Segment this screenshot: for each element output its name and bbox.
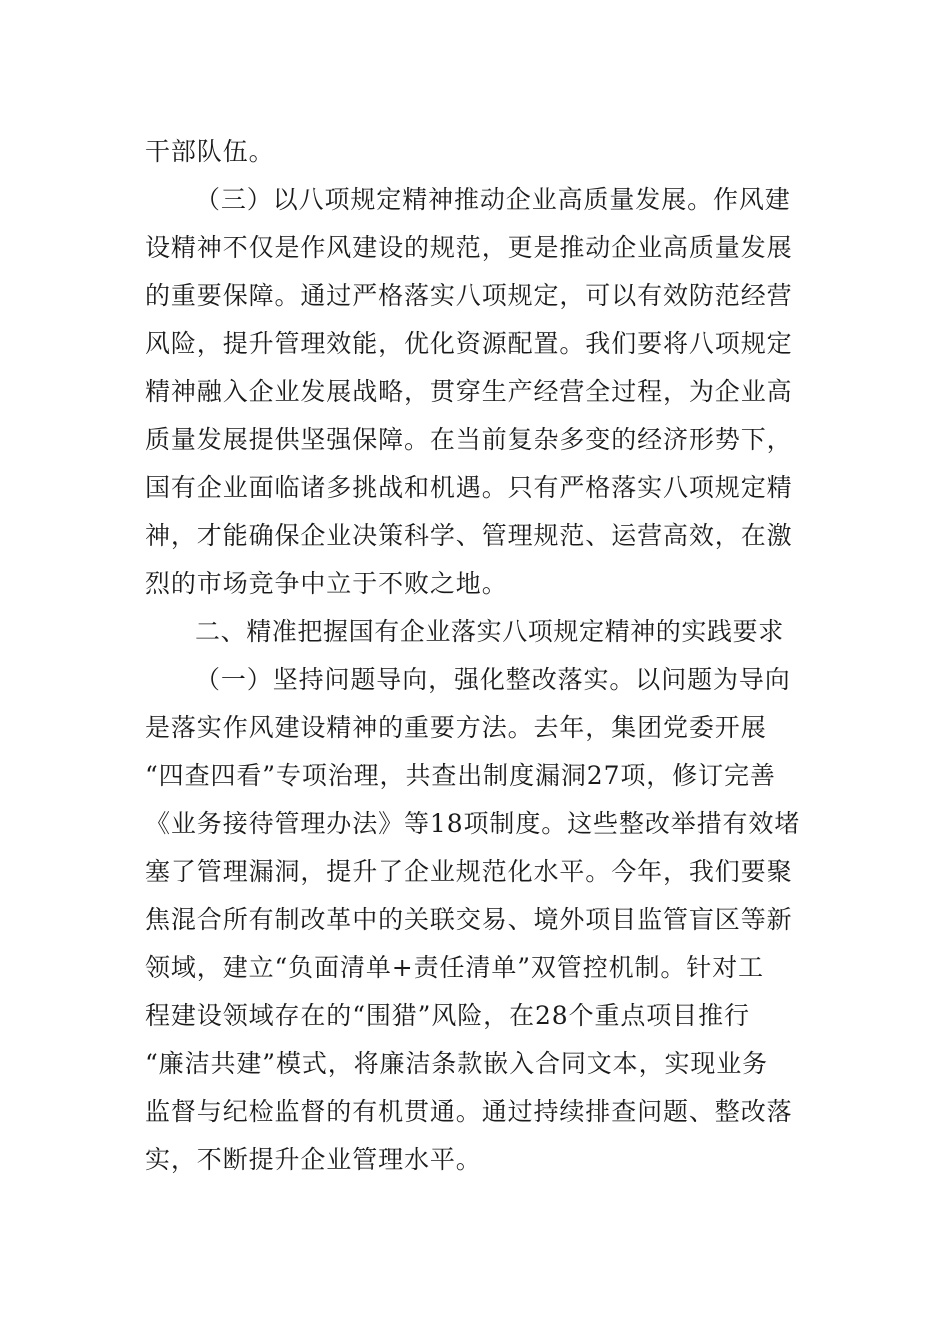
body-line: 的重要保障。通过严格落实八项规定，可以有效防范经营 bbox=[145, 281, 793, 310]
body-line: 是落实作风建设精神的重要方法。去年，集团党委开展 bbox=[145, 713, 767, 742]
section-heading-paragraph-start: （一）坚持问题导向，强化整改落实。以问题为导向 bbox=[195, 665, 791, 694]
body-line: 干部队伍。 bbox=[145, 137, 275, 166]
body-line: 设精神不仅是作风建设的规范，更是推动企业高质量发展 bbox=[145, 233, 793, 262]
body-line: 《业务接待管理办法》等18项制度。这些整改举措有效堵 bbox=[145, 809, 801, 838]
section-heading-paragraph-start: （三）以八项规定精神推动企业高质量发展。作风建 bbox=[195, 185, 791, 214]
body-line: “四查四看”专项治理，共查出制度漏洞27项，修订完善 bbox=[145, 761, 776, 790]
body-line: 程建设领域存在的“围猎”风险，在28个重点项目推行 bbox=[145, 1001, 750, 1030]
body-line: 塞了管理漏洞，提升了企业规范化水平。今年，我们要聚 bbox=[145, 857, 793, 886]
body-line: 质量发展提供坚强保障。在当前复杂多变的经济形势下， bbox=[145, 425, 793, 454]
body-line: 神，才能确保企业决策科学、管理规范、运营高效，在激 bbox=[145, 521, 793, 550]
body-line: 国有企业面临诸多挑战和机遇。只有严格落实八项规定精 bbox=[145, 473, 793, 502]
body-line: 风险，提升管理效能，优化资源配置。我们要将八项规定 bbox=[145, 329, 793, 358]
body-line: “廉洁共建”模式，将廉洁条款嵌入合同文本，实现业务 bbox=[145, 1049, 769, 1078]
body-line: 精神融入企业发展战略，贯穿生产经营全过程，为企业高 bbox=[145, 377, 793, 406]
body-line: 领域，建立“负面清单+责任清单”双管控机制。针对工 bbox=[145, 953, 765, 982]
section-heading: 二、精准把握国有企业落实八项规定精神的实践要求 bbox=[195, 617, 784, 646]
body-line: 焦混合所有制改革中的关联交易、境外项目监管盲区等新 bbox=[145, 905, 793, 934]
body-line: 监督与纪检监督的有机贯通。通过持续排查问题、整改落 bbox=[145, 1097, 793, 1126]
body-line: 烈的市场竞争中立于不败之地。 bbox=[145, 569, 508, 598]
body-line: 实，不断提升企业管理水平。 bbox=[145, 1145, 482, 1174]
